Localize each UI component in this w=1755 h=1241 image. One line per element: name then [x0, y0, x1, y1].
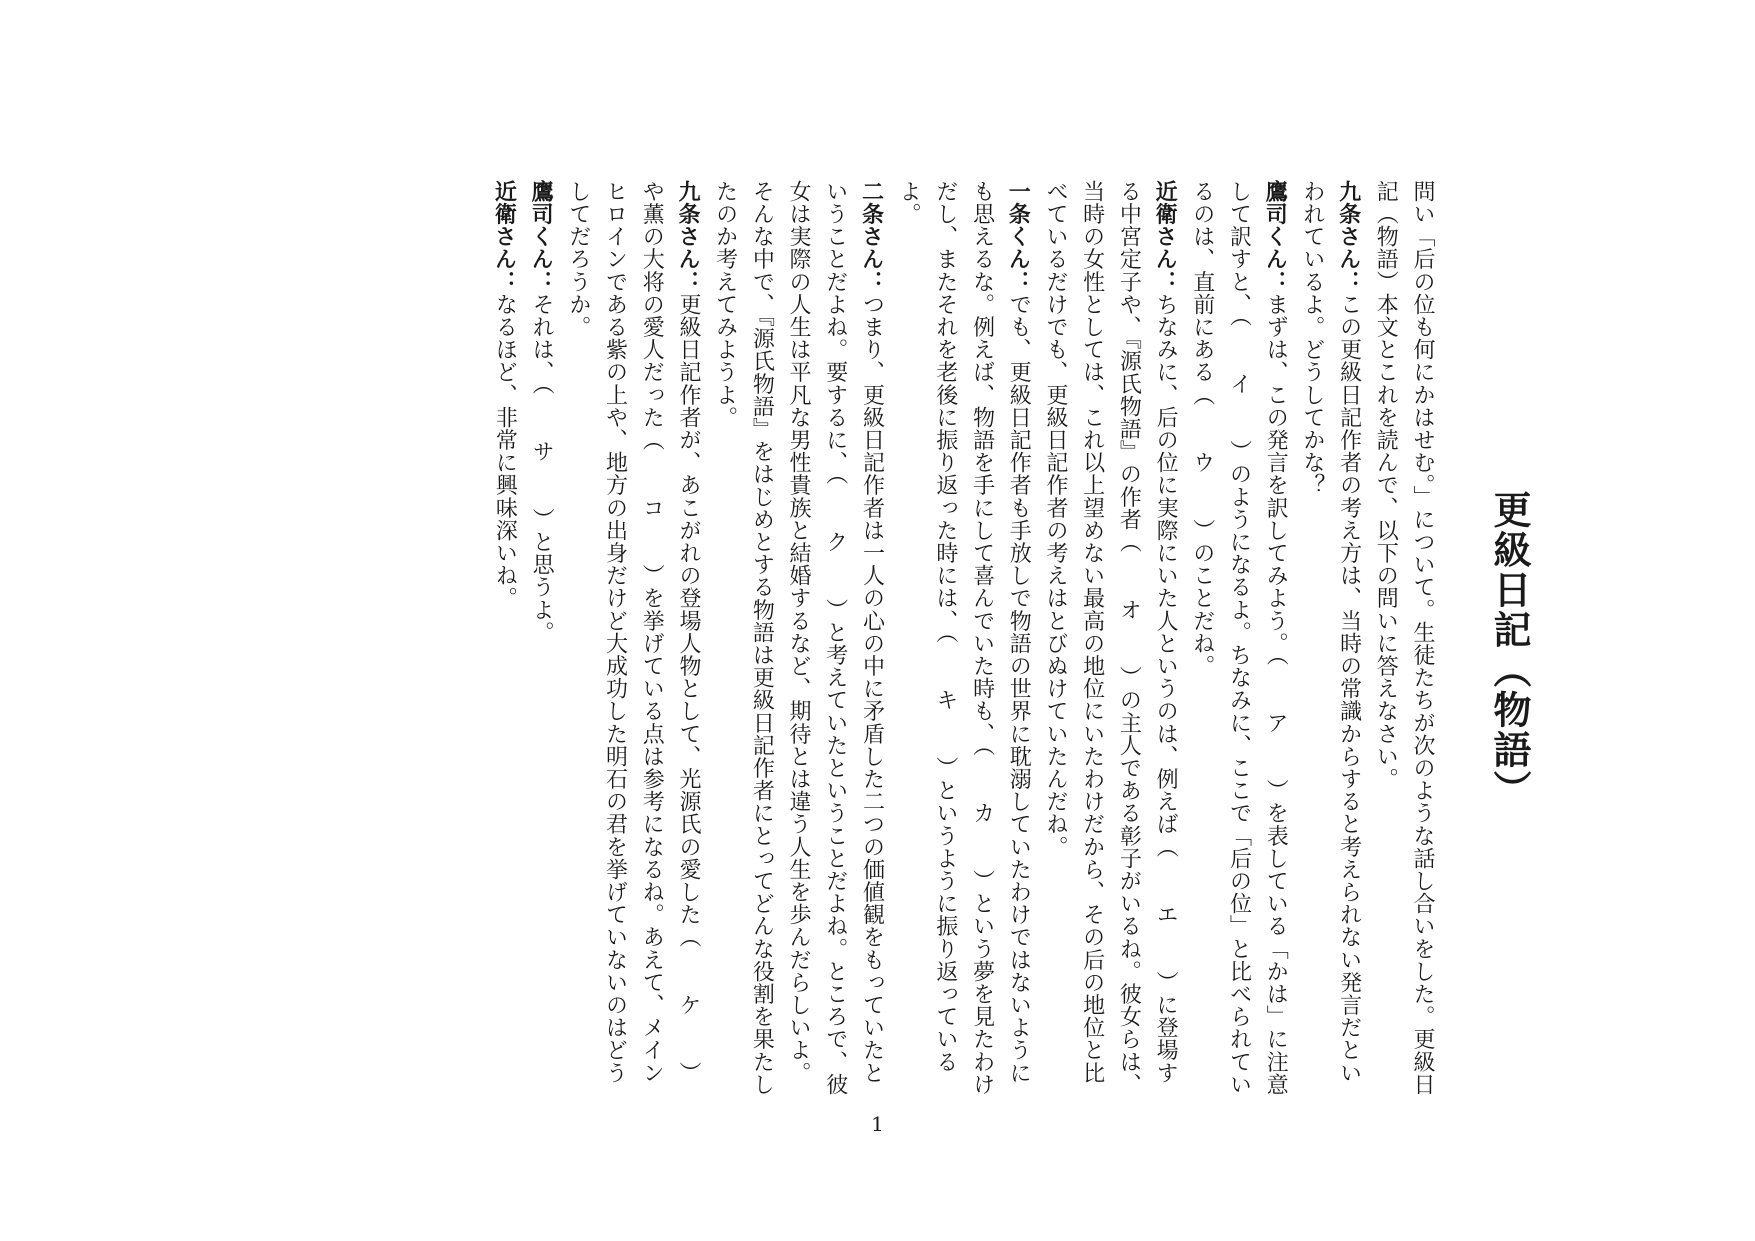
dialogue-text: ちなみに、后の位に実際にいた人というのは、例えば（ エ ）に登場する中宮定子や、『源氏物語』の作者（ オ ）の主人である彰子がいるね。彼女らは、当時の女性としては、これ以上望めない最高の地位にいたわけだから、その后の地位と比べているだけでも、更級日記作者の考えはとびぬけていたんだね。 — [1042, 180, 1179, 1096]
speaker-name: 鷹司くん： — [1262, 180, 1289, 293]
speaker-name: 九条さん： — [1335, 180, 1362, 293]
dialogue-line — [1183, 180, 1293, 1100]
question-label: 問い — [1410, 180, 1435, 226]
question-prompt — [1367, 180, 1440, 1100]
question-text: 「后の位も何にかはせむ。」について。生徒たちが次のような話し合いをした。更級日記（物語）本文とこれを読んで、以下の問いに答えなさい。 — [1373, 180, 1435, 1096]
dialogue-text: この更級日記作者の考え方は、当時の常識からすると考えられない発言だといわれているよ。どうしてかな？ — [1299, 180, 1362, 1084]
speaker-name: 近衛さん： — [1152, 180, 1179, 293]
dialogue-line — [1036, 180, 1183, 1100]
dialogue-line — [486, 180, 523, 1100]
page-number: 1 — [871, 1112, 884, 1136]
dialogue-text: でも、更級日記作者も手放しで物語の世界に耽溺していたわけではないようにも思えるな。例えば、物語を手にして喜んでいた時も、（ カ ）という夢を見たわけだし、またそれを老後に振り返った時には、（ キ ）というように振り返っているよ。 — [896, 180, 1032, 1096]
dialogue-text: それは、（ サ ）と思うよ。 — [529, 293, 555, 644]
dialogue-text: まずは、この発言を訳してみよう。（ ア ）を表している「かは」に注意して訳すと、（ イ ）のようになるよ。ちなみに、ここで「后の位」と比べられているのは、直前にある（ ウ ）のことだね。 — [1189, 180, 1289, 1096]
speaker-name: 一条くん： — [1005, 180, 1032, 293]
dialogue-text: 更級日記作者が、あこがれの登場人物として、光源氏の愛した（ ケ ）や薫の大将の愛人だった（ コ ）を挙げている点は参考になるね。あえて、メインヒロインである紫の上や、地方の出身だけど大成功した明石の君を挙げていないのはどうしてだろうか。 — [565, 180, 701, 1084]
speaker-name: 九条さん： — [674, 180, 701, 293]
document-body — [486, 180, 1440, 1100]
dialogue-text: つまり、更級日記作者は一人の心の中に矛盾した二つの価値観をもっていたということだよね。要するに、（ ク ）と考えていたということだよね。ところで、彼女は実際の人生は平凡な男性貴族と結婚するなど、期待とは違う人生を歩んだらしいよ。そんな中で、『源氏物語』をはじめとする物語は更級日記作者にとってどんな役割を果たしたのか考えてみようよ。 — [712, 180, 885, 1096]
speaker-name: 二条さん： — [858, 180, 885, 293]
dialogue-line — [889, 180, 1036, 1100]
dialogue-line — [522, 180, 559, 1100]
speaker-name: 鷹司くん： — [528, 180, 555, 293]
page-title: 更級日記（物語） — [1487, 490, 1532, 810]
dialogue-line — [559, 180, 706, 1100]
speaker-name: 近衛さん： — [491, 180, 518, 293]
dialogue-line — [706, 180, 890, 1100]
dialogue-text: なるほど、非常に興味深いね。 — [492, 293, 518, 610]
dialogue-line — [1293, 180, 1366, 1100]
